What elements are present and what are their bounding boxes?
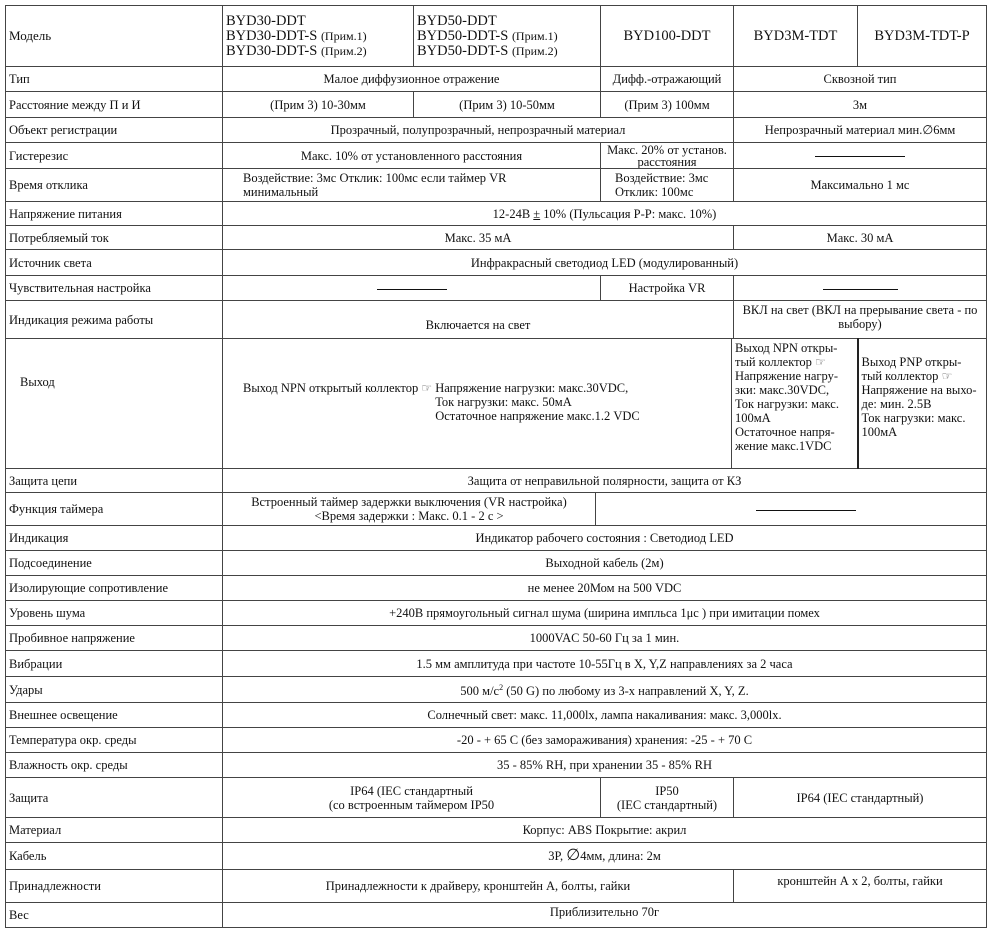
type-small-diffuse: Малое диффузионное отражение: [223, 67, 601, 92]
row-vibration: [6, 651, 987, 677]
label-timer: Функция таймера: [6, 493, 223, 526]
model-byd100: BYD100-DDT: [601, 6, 734, 67]
object-reflective: Прозрачный, полупрозрачный, непрозрачный материал: [223, 118, 734, 143]
label-type: Тип: [6, 67, 223, 92]
row-humidity: [6, 753, 987, 778]
row-shock: [6, 677, 987, 703]
label-connection: Подсоединение: [6, 551, 223, 576]
model-byd3m-p: BYD3M-TDT-P: [858, 6, 987, 67]
sensitivity-na-left: [223, 276, 601, 301]
mode-reflective: Включается на свет: [223, 301, 734, 339]
model-label: Модель: [6, 6, 223, 67]
label-ambient-light: Внешнее освещение: [6, 703, 223, 728]
response-small: Воздействие: 3мс Отклик: 100мс если таймер VR минимальный: [223, 169, 601, 202]
hysteresis-na: [734, 143, 987, 169]
sensitivity-vr: Настройка VR: [601, 276, 734, 301]
row-object: [6, 118, 987, 143]
row-protection: [6, 778, 987, 818]
distance-byd3m: 3м: [734, 92, 987, 118]
label-accessories: Принадлежности: [6, 870, 223, 903]
hysteresis-diffuse: Макс. 20% от установ. расстояния: [601, 143, 734, 169]
row-indication: [6, 526, 987, 551]
row-light: [6, 250, 987, 276]
not-applicable-dash: [823, 289, 898, 290]
hand-pointer-icon: ☞: [421, 381, 433, 395]
label-circuit-protection: Защита цепи: [6, 469, 223, 493]
not-applicable-dash: [377, 289, 447, 290]
protection-diffuse: IP50 (IEC стандартный): [601, 778, 734, 818]
noise-value: +240В прямоугольный сигнал шума (ширина импльса 1μс ) при имитации помех: [223, 601, 987, 626]
insulation-value: не менее 20Мом на 500 VDC: [223, 576, 987, 601]
label-dielectric: Пробивное напряжение: [6, 626, 223, 651]
spec-table: [5, 5, 987, 928]
label-distance: Расстояние между П и И: [6, 92, 223, 118]
distance-byd30: (Прим 3) 10-30мм: [223, 92, 414, 118]
light-value: Инфракрасный светодиод LED (модулированный): [223, 250, 987, 276]
row-voltage: [6, 202, 987, 226]
row-ambient-light: [6, 703, 987, 728]
row-temperature: [6, 728, 987, 753]
row-type: [6, 67, 987, 92]
not-applicable-dash: [815, 156, 905, 157]
protection-through: IP64 (IEC стандартный): [734, 778, 987, 818]
vibration-value: 1.5 мм амплитуда при частоте 10-55Гц в X, Y,Z направлениях за 2 часа: [223, 651, 987, 677]
output-pnp: Выход PNP откры- тый коллектор ☞ Напряжение на выхо- де: мин. 2.5В Ток нагрузки: макс. 100мА: [858, 339, 987, 469]
model-byd50: BYD50-DDT BYD50-DDT-S (Прим.1) BYD50-DDT-S (Прим.2): [414, 6, 601, 67]
label-cable: Кабель: [6, 843, 223, 870]
current-through: Макс. 30 мА: [734, 226, 987, 250]
protection-reflective: IP64 (IEC стандартный (со встроенным таймером IP50: [223, 778, 601, 818]
label-shock: Удары: [6, 677, 223, 703]
label-object: Объект регистрации: [6, 118, 223, 143]
row-distance: [6, 92, 987, 118]
output-npn: Выход NPN открытый коллектор ☞ Напряжение нагрузки: макс.30VDC, Ток нагрузки: макс. 50мА Остаточное напряжение макс.1.2 VDC: [223, 339, 732, 469]
not-applicable-dash: [756, 510, 856, 511]
row-current: [6, 226, 987, 250]
row-dielectric: [6, 626, 987, 651]
label-vibration: Вибрации: [6, 651, 223, 677]
sensitivity-na-right: [734, 276, 987, 301]
model-byd3m: BYD3M-TDT: [734, 6, 858, 67]
row-weight: [6, 903, 987, 928]
hand-pointer-icon: ☞: [815, 355, 826, 369]
label-current: Потребляемый ток: [6, 226, 223, 250]
accessories-reflective: Принадлежности к драйверу, кронштейн А, болты, гайки: [223, 870, 734, 903]
hysteresis-small: Макс. 10% от установленного расстояния: [223, 143, 601, 169]
row-response: [6, 169, 987, 202]
row-output: [6, 339, 987, 469]
label-noise: Уровень шума: [6, 601, 223, 626]
timer-na: [596, 493, 987, 526]
label-mode: Индикация режима работы: [6, 301, 223, 339]
label-sensitivity: Чувствительная настройка: [6, 276, 223, 301]
object-through: Непрозрачный материал мин.∅6мм: [734, 118, 987, 143]
voltage-value: 12-24В ± 10% (Пульсация P-P: макс. 10%): [223, 202, 987, 226]
label-weight: Вес: [6, 903, 223, 928]
material-value: Корпус: ABS Покрытие: акрил: [223, 818, 987, 843]
mode-through: ВКЛ на свет (ВКЛ на прерывание света - по выбору): [734, 301, 987, 339]
diameter-icon: ∅: [566, 847, 581, 864]
circuit-protection-value: Защита от неправильной полярности, защита от КЗ: [223, 469, 987, 493]
label-material: Материал: [6, 818, 223, 843]
row-sensitivity: [6, 276, 987, 301]
connection-value: Выходной кабель (2м): [223, 551, 987, 576]
row-cable: [6, 843, 987, 870]
distance-byd50: (Прим 3) 10-50мм: [414, 92, 601, 118]
current-reflective: Макс. 35 мА: [223, 226, 734, 250]
label-humidity: Влажность окр. среды: [6, 753, 223, 778]
row-material: [6, 818, 987, 843]
label-insulation: Изолирующие сопротивление: [6, 576, 223, 601]
row-circuit-protection: [6, 469, 987, 493]
ambient-light-value: Солнечный свет: макс. 11,000lx, лампа накаливания: макс. 3,000lx.: [223, 703, 987, 728]
response-diffuse: Воздействие: 3мс Отклик: 100мс: [601, 169, 734, 202]
type-diffuse: Дифф.-отражающий: [601, 67, 734, 92]
accessories-through: кронштейн А x 2, болты, гайки: [734, 870, 987, 903]
row-noise: [6, 601, 987, 626]
row-timer: [6, 493, 987, 526]
cable-value: 3P, ∅4мм, длина: 2м: [223, 843, 987, 870]
output-npn-through: Выход NPN откры- тый коллектор ☞ Напряжение нагру- зки: макс.30VDC, Ток нагрузки: макс. 100мА Остаточное напря- жение макс.1VDC: [732, 339, 858, 469]
label-response: Время отклика: [6, 169, 223, 202]
row-hysteresis: [6, 143, 987, 169]
row-insulation: [6, 576, 987, 601]
label-temperature: Температура окр. среды: [6, 728, 223, 753]
model-byd30: BYD30-DDT BYD30-DDT-S (Прим.1) BYD30-DDT-S (Прим.2): [223, 6, 414, 67]
shock-value: 500 $м/с^2$ (50 G) по любому из 3-х направлений X, Y, Z.: [223, 677, 987, 703]
label-indication: Индикация: [6, 526, 223, 551]
temperature-value: -20 - + 65 С (без замораживания) хранения: -25 - + 70 С: [223, 728, 987, 753]
row-mode: [6, 301, 987, 339]
label-protection: Защита: [6, 778, 223, 818]
humidity-value: 35 - 85% RH, при хранении 35 - 85% RH: [223, 753, 987, 778]
indication-value: Индикатор рабочего состояния : Светодиод LED: [223, 526, 987, 551]
weight-value: Приблизительно 70г: [223, 903, 987, 928]
header-row: [6, 6, 987, 67]
row-connection: [6, 551, 987, 576]
hand-pointer-icon: ☞: [941, 369, 953, 383]
timer-value: Встроенный таймер задержки выключения (VR настройка) <Время задержки : Макс. 0.1 - 2 с >: [223, 493, 596, 526]
type-through: Сквозной тип: [734, 67, 987, 92]
label-output: Выход: [6, 339, 223, 469]
dielectric-value: 1000VAC 50-60 Гц за 1 мин.: [223, 626, 987, 651]
diameter-icon: ∅: [922, 123, 934, 137]
distance-byd100: (Прим 3) 100мм: [601, 92, 734, 118]
response-through: Максимально 1 мс: [734, 169, 987, 202]
row-accessories: [6, 870, 987, 903]
label-light: Источник света: [6, 250, 223, 276]
label-voltage: Напряжение питания: [6, 202, 223, 226]
label-hysteresis: Гистерезис: [6, 143, 223, 169]
